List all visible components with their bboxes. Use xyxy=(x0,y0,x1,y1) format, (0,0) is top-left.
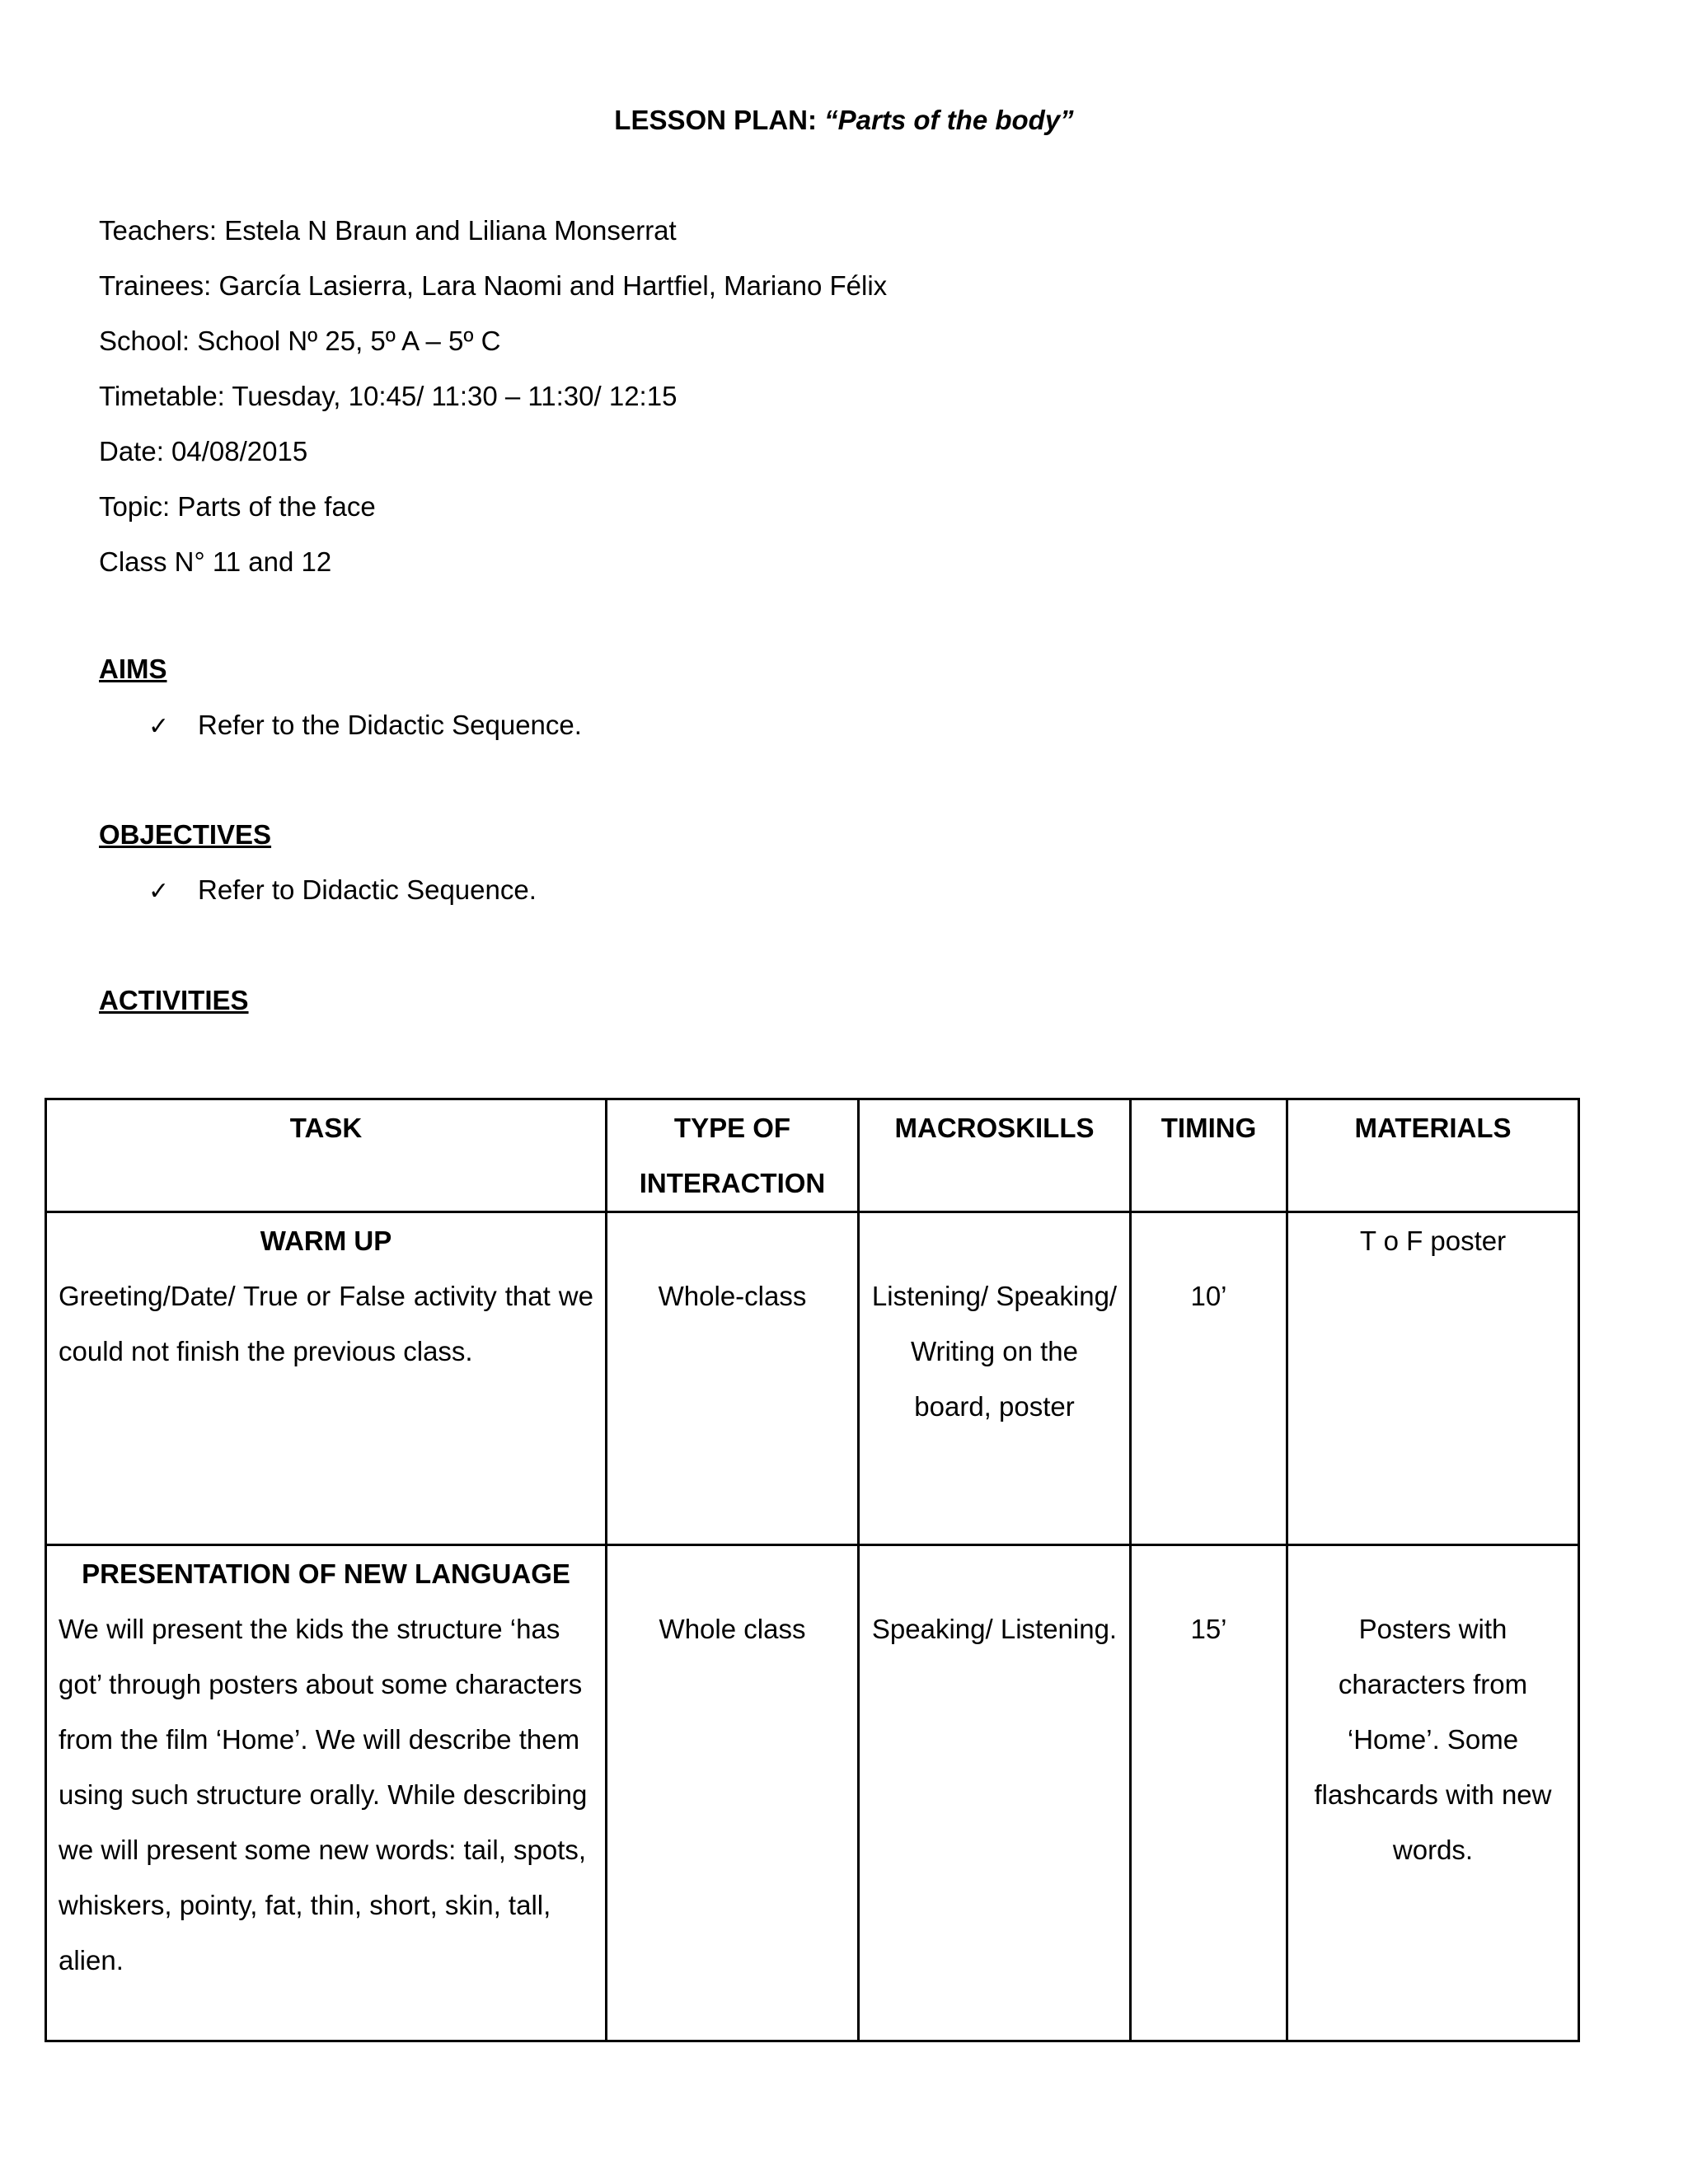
timing-value: 10’ xyxy=(1190,1281,1227,1311)
date-line: Date: 04/08/2015 xyxy=(99,436,308,466)
checkmark-icon: ✓ xyxy=(148,713,170,740)
task-description: We will present the kids the structure ‘has got’ through posters about some characters from the film ‘Home’. We will describe them using such structure orally. While describing we will present some new words: tail, spots, whiskers, pointy, fat, thin, short, skin, tall, alien. xyxy=(59,1614,588,1975)
materials-value: T o F poster xyxy=(1359,1226,1507,1256)
header-interaction: TYPE OF INTERACTION xyxy=(607,1099,859,1212)
title-topic: “Parts of the body” xyxy=(824,105,1074,135)
title-prefix: LESSON PLAN: xyxy=(614,105,825,135)
trainees-line: Trainees: García Lasierra, Lara Naomi and Hartfiel, Mariano Félix xyxy=(99,270,888,301)
timing-value: 15’ xyxy=(1190,1614,1227,1644)
header-info xyxy=(99,208,887,594)
objectives-item xyxy=(148,867,537,915)
macroskills-value: Listening/ Speaking/ Writing on the board, poster xyxy=(871,1281,1118,1422)
header-timing: TIMING xyxy=(1131,1099,1287,1212)
school-line: School: School Nº 25, 5º A – 5º C xyxy=(99,326,501,356)
header-task: TASK xyxy=(46,1099,607,1212)
interaction-cell xyxy=(607,1212,859,1545)
stage-title: WARM UP xyxy=(260,1226,392,1256)
interaction-cell xyxy=(607,1545,859,2041)
timing-cell xyxy=(1131,1545,1287,2041)
timetable-line: Timetable: Tuesday, 10:45/ 11:30 – 11:30/ 12:15 xyxy=(99,381,678,411)
materials-cell xyxy=(1287,1212,1579,1545)
macroskills-value: Speaking/ Listening. xyxy=(871,1614,1118,1644)
topic-line: Topic: Parts of the face xyxy=(99,491,376,522)
class-line: Class N° 11 and 12 xyxy=(99,546,332,577)
page-title xyxy=(0,97,1688,143)
macroskills-cell xyxy=(859,1212,1131,1545)
checkmark-icon: ✓ xyxy=(148,878,170,905)
aims-heading: AIMS xyxy=(99,654,167,684)
interaction-value: Whole-class xyxy=(658,1281,807,1311)
aims-item-text: Refer to the Didactic Sequence. xyxy=(198,710,582,740)
task-cell xyxy=(46,1212,607,1545)
materials-cell xyxy=(1287,1545,1579,2041)
header-macroskills: MACROSKILLS xyxy=(859,1099,1131,1212)
objectives-item-text: Refer to Didactic Sequence. xyxy=(198,874,537,905)
materials-value: Posters with characters from ‘Home’. Some flashcards with new words. xyxy=(1314,1614,1552,1865)
task-description: Greeting/Date/ True or False activity that we could not finish the previous class. xyxy=(59,1281,593,1366)
interaction-value: Whole class xyxy=(659,1614,806,1644)
stage-title: PRESENTATION OF NEW LANGUAGE xyxy=(82,1558,570,1589)
aims-item xyxy=(148,702,582,750)
table-row xyxy=(46,1545,1579,2041)
table-row xyxy=(46,1212,1579,1545)
activities-table xyxy=(45,1098,1580,2042)
task-cell xyxy=(46,1545,607,2041)
teachers-line: Teachers: Estela N Braun and Liliana Monserrat xyxy=(99,215,677,246)
objectives-heading: OBJECTIVES xyxy=(99,819,272,850)
table-header-row xyxy=(46,1099,1579,1212)
macroskills-cell xyxy=(859,1545,1131,2041)
header-materials: MATERIALS xyxy=(1287,1099,1579,1212)
timing-cell xyxy=(1131,1212,1287,1545)
activities-heading: ACTIVITIES xyxy=(99,985,249,1015)
